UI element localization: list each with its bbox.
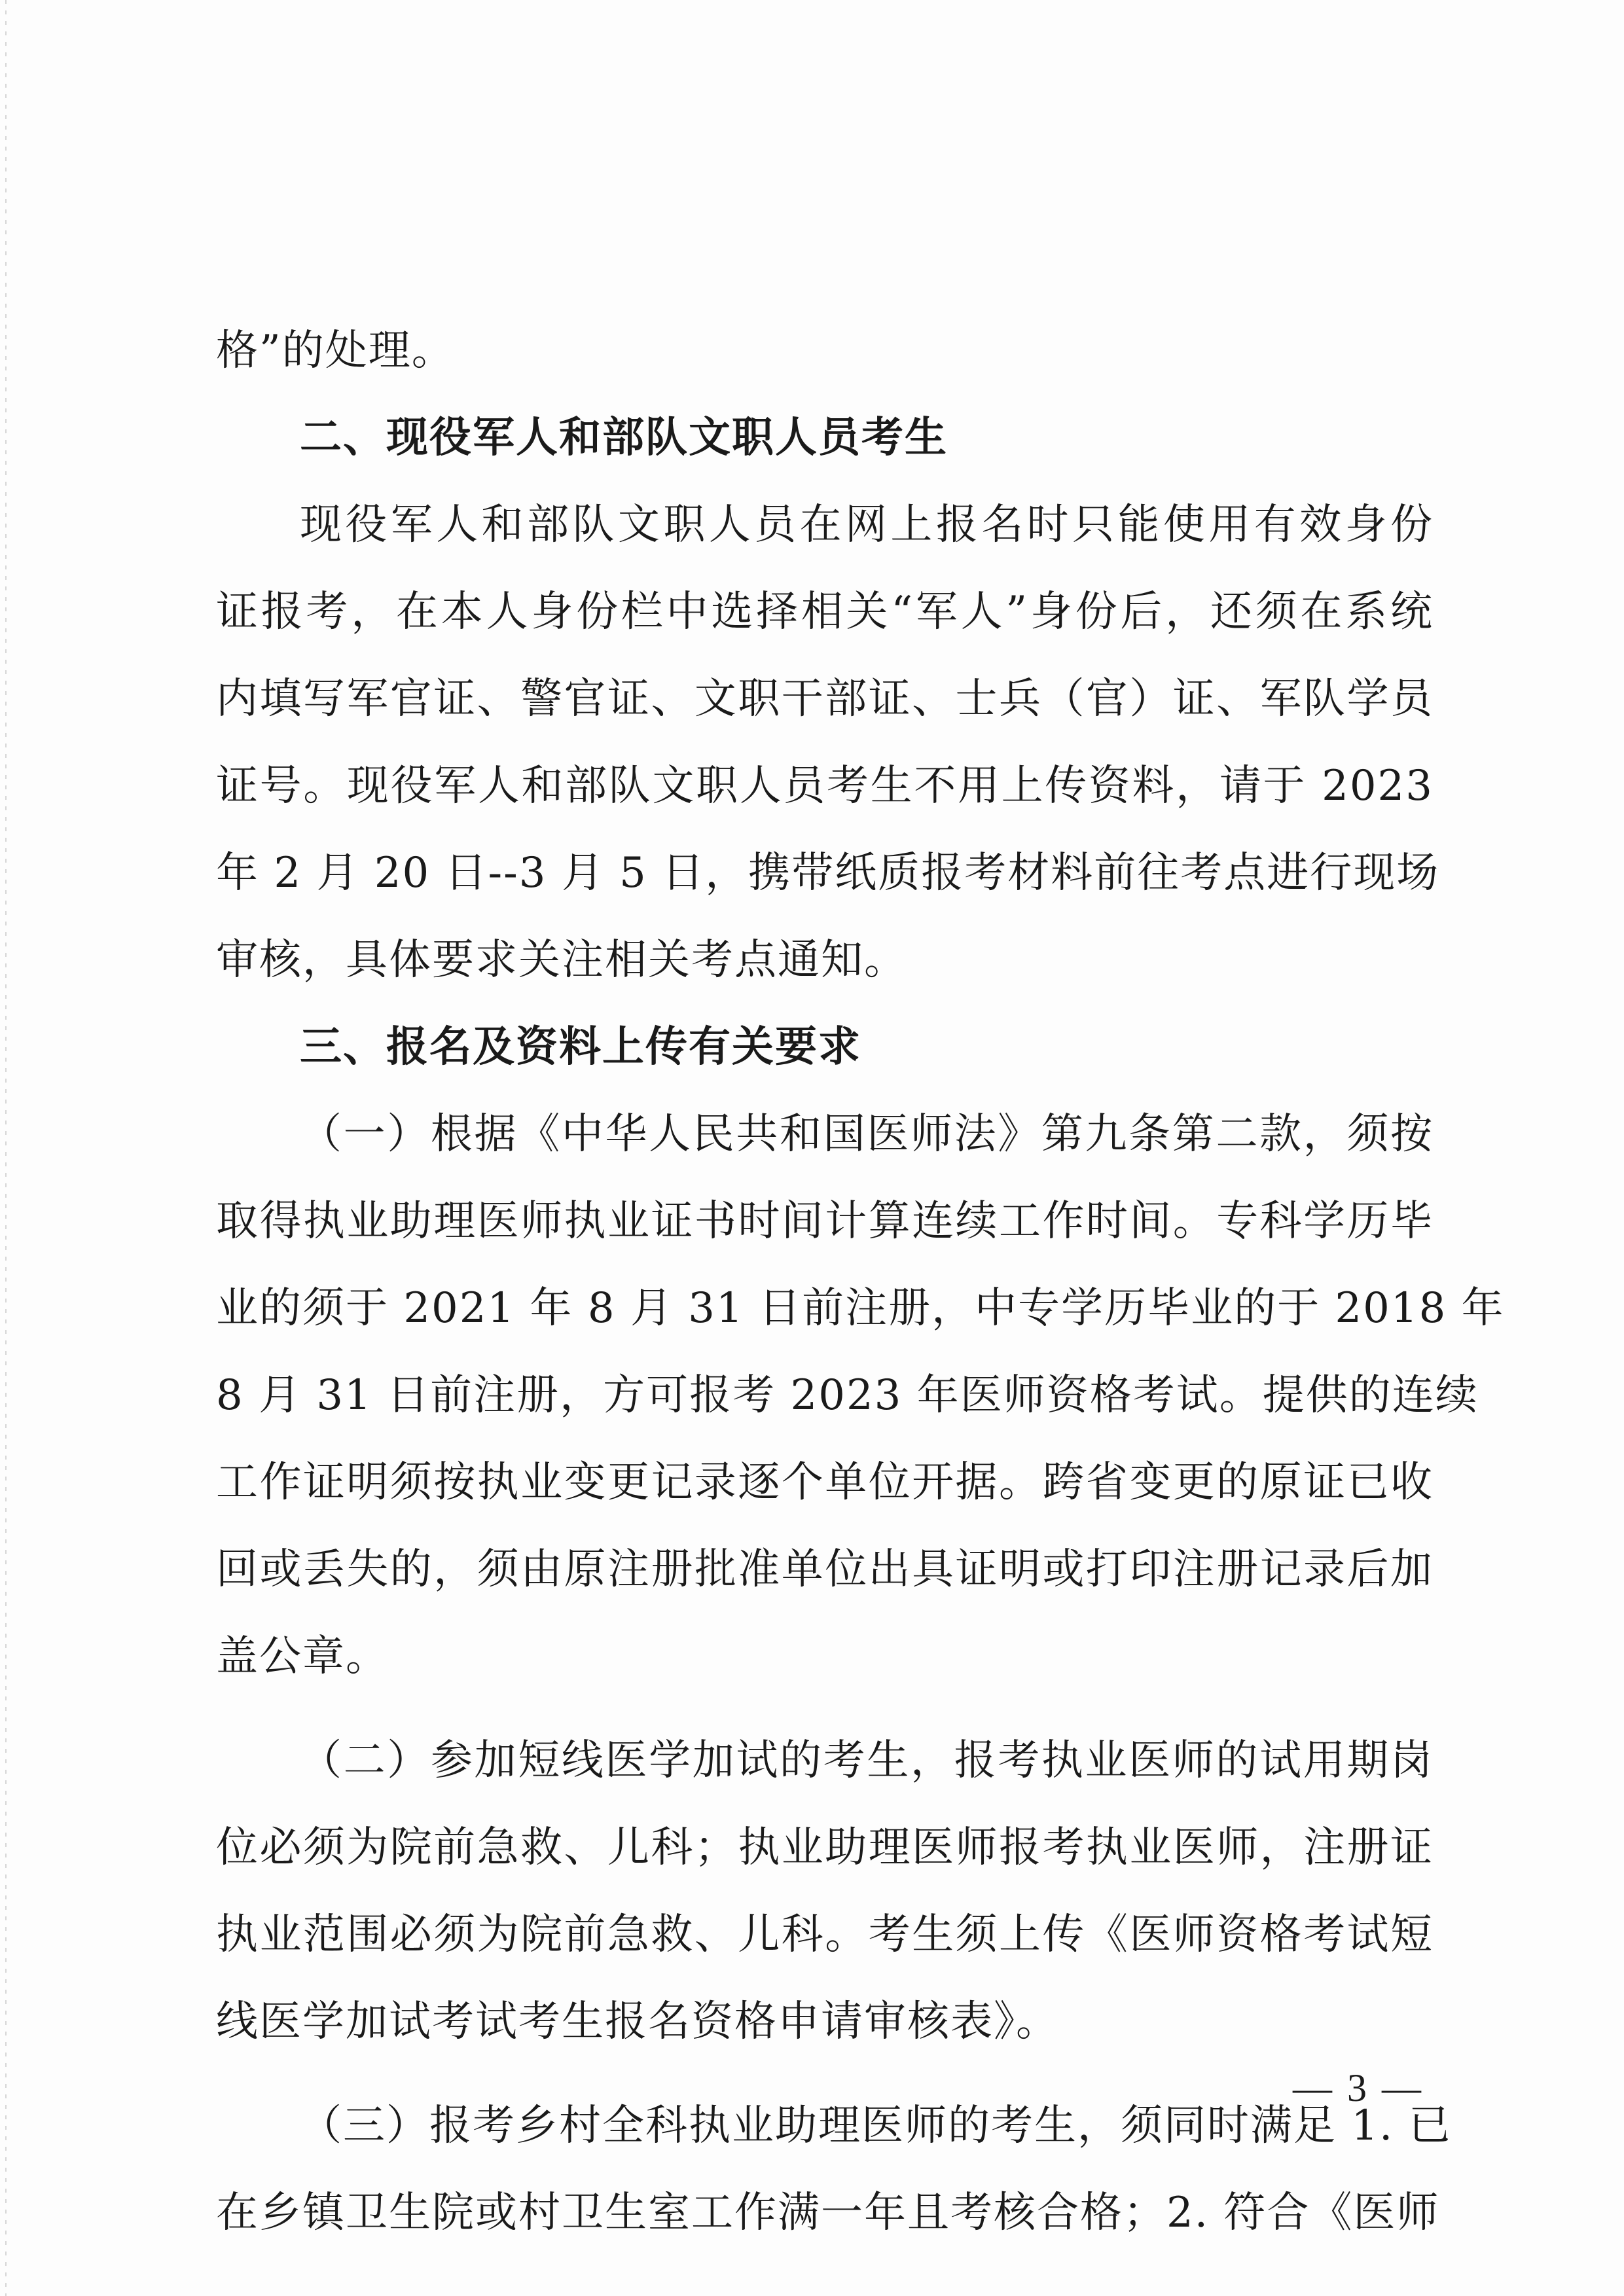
text-line: 现役军人和部队文职人员在网上报名时只能使用有效身份 — [300, 501, 1434, 549]
text-line: 执业范围必须为院前急救、儿科。考生须上传《医师资格考试短 — [216, 1910, 1434, 1959]
text-line: 工作证明须按执业变更记录逐个单位开据。跨省变更的原证已收 — [216, 1458, 1434, 1507]
text-line: 格”的处理。 — [216, 327, 455, 375]
text-line: （一）根据《中华人民共和国医师法》第九条第二款，须按 — [300, 1110, 1434, 1158]
text-line: 在乡镇卫生院或村卫生室工作满一年且考核合格；2. 符合《医师 — [216, 2189, 1440, 2237]
text-line: 盖公章。 — [216, 1632, 389, 1681]
text-line: 位必须为院前急救、儿科；执业助理医师报考执业医师，注册证 — [216, 1823, 1434, 1872]
text-line: 业的须于 2021 年 8 月 31 日前注册，中专学历毕业的于 2018 年 — [216, 1284, 1505, 1333]
text-line: 年 2 月 20 日--3 月 5 日，携带纸质报考材料前往考点进行现场 — [216, 849, 1440, 897]
section-heading — [216, 1004, 1434, 1091]
text-line: （二）参加短线医学加试的考生，报考执业医师的试用期岗 — [300, 1736, 1434, 1785]
heading-line: 三、报名及资料上传有关要求 — [300, 1023, 861, 1071]
text-line: 证报考，在本人身份栏中选择相关“军人”身份后，还须在系统 — [216, 588, 1434, 636]
paragraph — [216, 2083, 1452, 2257]
text-line: 8 月 31 日前注册，方可报考 2023 年医师资格考试。提供的连续 — [216, 1371, 1479, 1420]
heading-line: 二、现役军人和部队文职人员考生 — [300, 414, 948, 462]
paragraph — [216, 482, 1440, 1004]
page-number: — 3 — — [1293, 2066, 1424, 2109]
paragraph — [216, 1717, 1434, 2066]
scan-edge-mark — [5, 0, 7, 2296]
text-line: 线医学加试考试考生报名资格申请审核表》。 — [216, 1998, 1059, 2046]
text-line: 取得执业助理医师执业证书时间计算连续工作时间。专科学历毕 — [216, 1197, 1434, 1246]
paragraph — [216, 1091, 1505, 1700]
text-line: 证号。现役军人和部队文职人员考生不用上传资料，请于 2023 — [216, 762, 1434, 810]
document-body — [216, 308, 1505, 2257]
paragraph — [216, 308, 1434, 395]
text-line: 审核，具体要求关注相关考点通知。 — [216, 936, 907, 984]
text-line: 内填写军官证、警官证、文职干部证、士兵（官）证、军队学员 — [216, 675, 1434, 723]
text-line: 回或丢失的，须由原注册批准单位出具证明或打印注册记录后加 — [216, 1545, 1434, 1594]
section-heading — [216, 395, 1434, 482]
text-line: （三）报考乡村全科执业助理医师的考生，须同时满足 1. 已 — [300, 2102, 1452, 2150]
